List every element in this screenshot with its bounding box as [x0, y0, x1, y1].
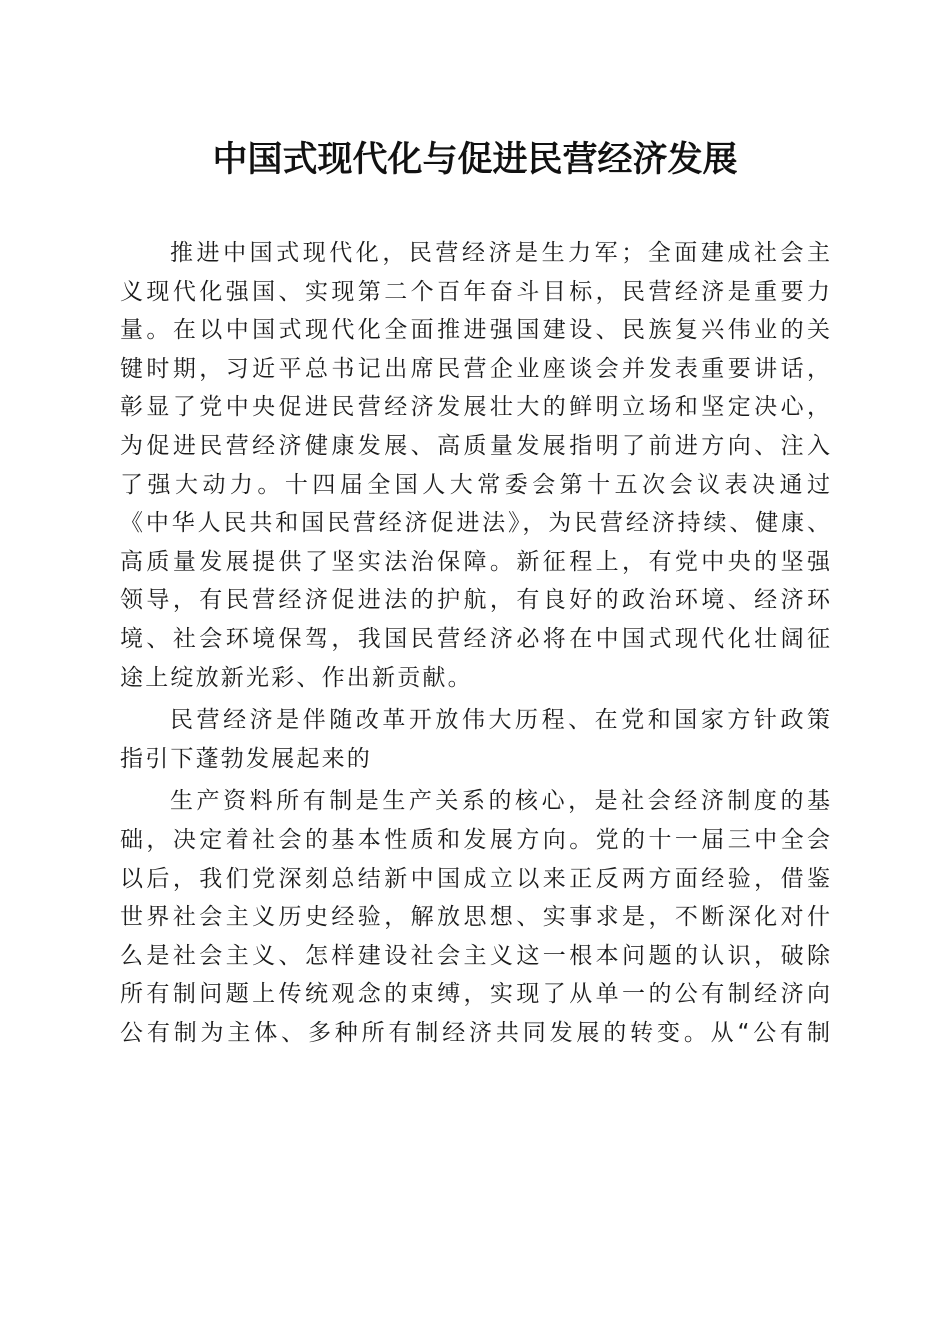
text-line: 境、社会环境保驾，我国民营经济必将在中国式现代化壮阔征: [120, 625, 830, 652]
text-line: 以后，我们党深刻总结新中国成立以来正反两方面经验，借鉴: [120, 865, 830, 892]
text-line: 民营经济是伴随改革开放伟大历程、在党和国家方针政策: [170, 707, 830, 734]
paragraph-1: [120, 234, 830, 697]
paragraph-2: [120, 701, 830, 778]
text-line: 础，决定着社会的基本性质和发展方向。党的十一届三中全会: [120, 826, 830, 853]
text-line: 推进中国式现代化，民营经济是生力军；全面建成社会主: [170, 240, 830, 266]
text-line: 领导，有民营经济促进法的护航，有良好的政治环境、经济环: [120, 587, 830, 614]
text-line: 指引下蓬勃发展起来的: [120, 745, 372, 772]
text-line: 了强大动力。十四届全国人大常委会第十五次会议表决通过: [120, 471, 830, 498]
text-line: 途上绽放新光彩、作出新贡献。: [120, 664, 473, 691]
text-line: 生产资料所有制是生产关系的核心，是社会经济制度的基: [170, 788, 830, 815]
text-line: 高质量发展提供了坚实法治保障。新征程上，有党中央的坚强: [120, 548, 830, 575]
text-line: 彰显了党中央促进民营经济发展壮大的鲜明立场和坚定决心，: [120, 394, 830, 421]
paragraph-3: [120, 782, 830, 1052]
text-line: 键时期，习近平总书记出席民营企业座谈会并发表重要讲话，: [120, 355, 830, 382]
text-line: 义现代化强国、实现第二个百年奋斗目标，民营经济是重要力: [120, 278, 830, 305]
text-line: 么是社会主义、怎样建设社会主义这一根本问题的认识，破除: [120, 942, 830, 969]
page-title: 中国式现代化与促进民营经济发展: [212, 139, 738, 180]
text-line: 《中华人民共和国民营经济促进法》，为民营经济持续、健康、: [120, 510, 830, 537]
text-line: 所有制问题上传统观念的束缚，实现了从单一的公有制经济向: [120, 981, 830, 1008]
document-body: [120, 234, 830, 1052]
text-line: 公有制为主体、多种所有制经济共同发展的转变。从“公有制: [120, 1019, 830, 1046]
text-line: 世界社会主义历史经验，解放思想、实事求是，不断深化对什: [120, 904, 830, 931]
text-line: 量。在以中国式现代化全面推进强国建设、民族复兴伟业的关: [120, 317, 830, 344]
text-line: 为促进民营经济健康发展、高质量发展指明了前进方向、注入: [120, 432, 830, 459]
